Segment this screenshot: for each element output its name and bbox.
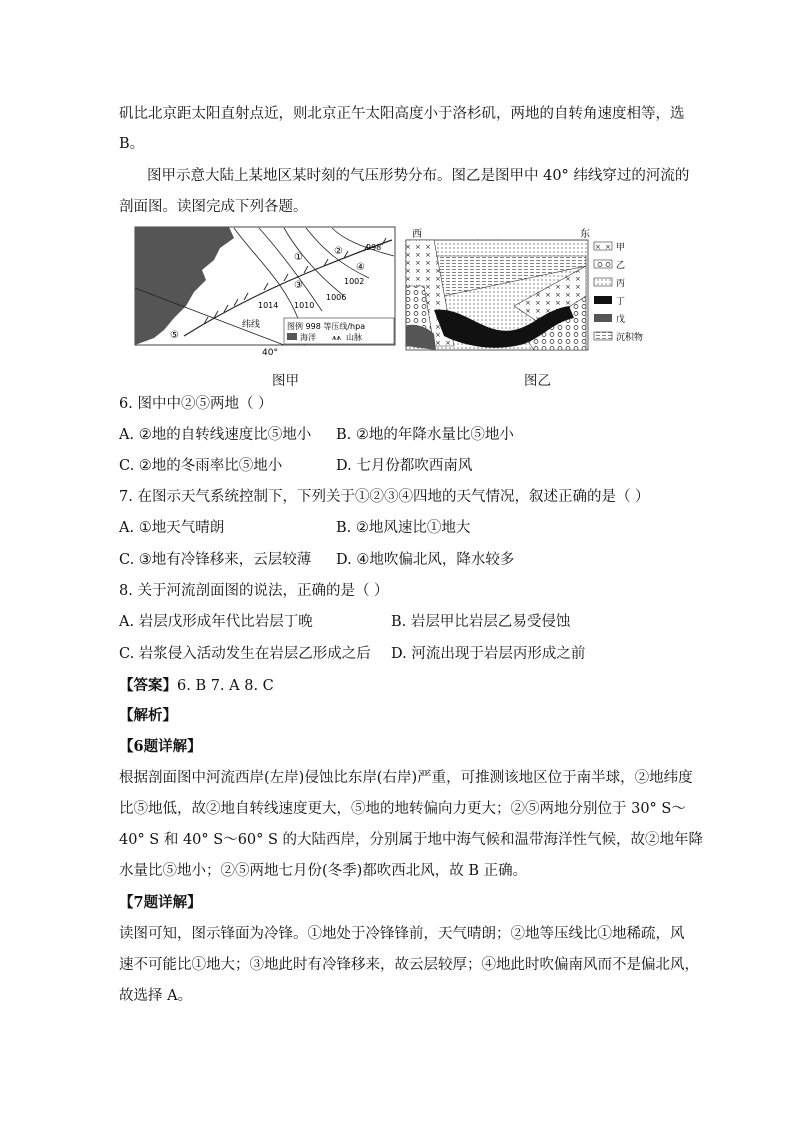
intro-line-2: B。 bbox=[119, 136, 145, 152]
legend-ocean-text: 海洋 bbox=[300, 333, 316, 342]
legend-yi: 乙 bbox=[616, 261, 626, 271]
isobar-label: 1014 bbox=[258, 301, 279, 310]
detail-6-line-3: 40° S 和 40° S～60° S 的大陆西岸，分别属于地中海气候和温带海洋性气候，故②地年降 bbox=[119, 832, 704, 848]
detail-6-label: 【6题详解】 bbox=[119, 738, 202, 755]
isobar-label: 1006 bbox=[326, 293, 347, 302]
detail-7-line-1: 读图可知，图示锋面为冷锋。①地处于冷锋锋前，天气晴朗；②地等压线比①地稀疏，风 bbox=[119, 926, 685, 942]
q6-stem: 6. 图中中②⑤两地（ ） bbox=[119, 396, 273, 412]
legend-ding: 丁 bbox=[616, 297, 626, 307]
legend-jia: 甲 bbox=[616, 243, 626, 253]
legend-wu: 戊 bbox=[616, 315, 626, 325]
q6-option-d: D. 七月份都吹西南风 bbox=[336, 458, 473, 474]
figure-jia-caption: 图甲 bbox=[272, 373, 299, 389]
point-2-label: ② bbox=[334, 246, 343, 257]
q7-option-b: B. ②地风速比①地大 bbox=[336, 520, 471, 536]
analysis-label: 【解析】 bbox=[119, 707, 177, 724]
q8-stem: 8. 关于河流剖面图的说法，正确的是（ ） bbox=[119, 583, 389, 599]
legend-isobar-text: 图例 998 等压线/hpa bbox=[287, 322, 366, 331]
point-4-label: ④ bbox=[356, 262, 365, 273]
q6-option-b: B. ②地的年降水量比⑤地小 bbox=[336, 427, 514, 443]
q8-option-c: C. 岩浆侵入活动发生在岩层乙形成之后 bbox=[119, 646, 371, 662]
point-1-label: ① bbox=[294, 252, 303, 263]
east-label: 东 bbox=[580, 229, 590, 240]
detail-7-line-2: 速不可能比①地大；③地此时有冷锋移来，故云层较厚；④地此时吹偏南风而不是偏北风， bbox=[119, 957, 699, 973]
intro-line-3: 图甲示意大陆上某地区某时刻的气压形势分布。图乙是图甲中 40° 纬线穿过的河流的 bbox=[147, 168, 690, 184]
q6-option-c: C. ②地的冬雨率比⑤地小 bbox=[119, 458, 283, 474]
detail-6-line-2: 比⑤地低，故②地自转线速度更大，⑤地的地转偏向力更大；②⑤两地分别位于 30° S～ bbox=[119, 801, 686, 817]
q7-option-c: C. ③地有冷锋移来，云层较薄 bbox=[119, 552, 312, 568]
west-label: 西 bbox=[412, 229, 422, 240]
lat-value-label: 40° bbox=[262, 348, 278, 358]
detail-6-line-4: 水量比⑤地小；②⑤两地七月份(冬季)都吹西北风，故 B 正确。 bbox=[119, 863, 528, 879]
q8-option-b: B. 岩层甲比岩层乙易受侵蚀 bbox=[391, 614, 571, 630]
answer-line bbox=[119, 676, 274, 696]
detail-7-line-3: 故选择 A。 bbox=[119, 988, 193, 1004]
q6-option-a: A. ②地的自转线速度比⑤地小 bbox=[119, 427, 312, 443]
q8-option-a: A. 岩层戊形成年代比岩层丁晚 bbox=[119, 614, 313, 630]
q8-option-d: D. 河流出现于岩层丙形成之前 bbox=[391, 646, 586, 662]
q7-option-d: D. ④地吹偏北风，降水较多 bbox=[336, 552, 515, 568]
q7-stem: 7. 在图示天气系统控制下，下列关于①②③④四地的天气情况，叙述正确的是（ ） bbox=[119, 489, 650, 505]
figure-yi-caption: 图乙 bbox=[524, 373, 551, 389]
point-5-label: ⑤ bbox=[170, 330, 179, 341]
lat-line-label: 纬线 bbox=[242, 320, 261, 330]
detail-6-line-1: 根据剖面图中河流西岸(左岸)侵蚀比东岸(右岸)严重，可推测该地区位于南半球，②地纬度 bbox=[119, 770, 693, 786]
legend-sediment: 沉积物 bbox=[616, 333, 644, 343]
legend-mountain-text: 山脉 bbox=[346, 333, 362, 342]
point-3-label: ③ bbox=[294, 280, 303, 291]
legend-bing: 丙 bbox=[616, 279, 626, 289]
answer-label: 【答案】 bbox=[119, 677, 177, 694]
isobar-label: 1010 bbox=[294, 301, 315, 310]
detail-7-label: 【7题详解】 bbox=[119, 894, 202, 911]
intro-line-1: 矶比北京距太阳直射点近，则北京正午太阳高度小于洛杉矶，两地的自转角速度相等，选 bbox=[119, 106, 685, 122]
isobar-label: 998 bbox=[366, 243, 382, 252]
isobar-label: 1002 bbox=[344, 277, 365, 286]
mountain-symbol-icon: ⩚⩚ bbox=[332, 333, 342, 342]
legend-ocean-swatch bbox=[287, 333, 297, 340]
figure-jia-map bbox=[134, 226, 396, 358]
q7-option-a: A. ①地天气晴朗 bbox=[119, 520, 225, 536]
intro-line-4: 剖面图。读图完成下列各题。 bbox=[119, 199, 308, 215]
answer-text: 6. B 7. A 8. C bbox=[177, 678, 274, 694]
figure-yi-cross-section bbox=[404, 226, 666, 358]
